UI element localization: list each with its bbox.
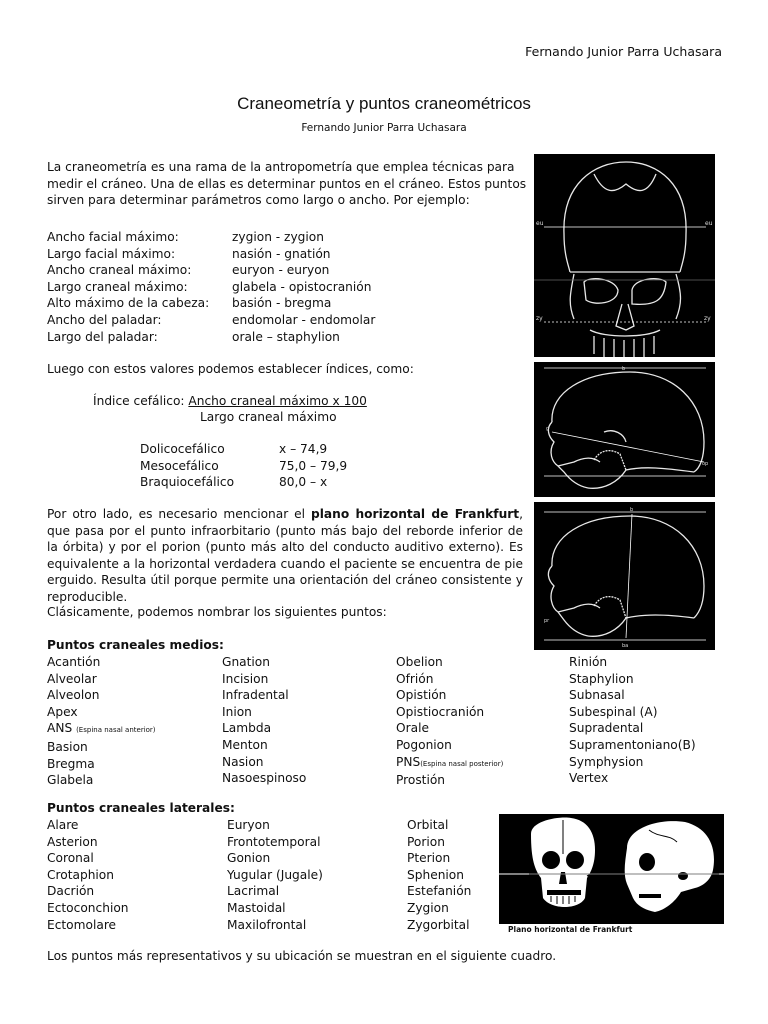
measure-value: glabela - opistocranión [232, 279, 372, 294]
point-item: Dacrión [47, 884, 95, 899]
point-item: Asterion [47, 834, 98, 849]
point-item: Vertex [569, 771, 609, 786]
point-item: Basion [47, 739, 88, 754]
lateral-skull-length-figure [534, 362, 715, 497]
point-item: Ofrión [396, 671, 434, 686]
pns-note: (Espina nasal posterior) [420, 759, 504, 768]
point-item: Subnasal [569, 688, 625, 703]
point-item: Inion [222, 704, 252, 719]
point-item: Subespinal (A) [569, 704, 658, 719]
eu-left-label: eu [536, 220, 544, 227]
frankfurt-paragraph [47, 506, 523, 606]
measures-list [47, 229, 209, 345]
measure-value: orale – staphylion [232, 329, 340, 344]
point-item: Supramentoniano(B) [569, 737, 696, 752]
point-item: Porion [407, 834, 445, 849]
measure-name: Ancho del paladar: [47, 312, 162, 327]
point-item: Frontotemporal [227, 834, 321, 849]
point-item: Euryon [227, 818, 270, 832]
measure-value: basión - bregma [232, 296, 332, 311]
point-item: Maxilofrontal [227, 917, 307, 932]
point-item: Apex [47, 704, 78, 719]
class-range: x – 74,9 [279, 442, 328, 456]
point-item: Alare [47, 818, 79, 832]
point-item: Ectoconchion [47, 900, 129, 915]
medial-column-3 [396, 654, 503, 789]
closing-sentence: Los puntos más representativos y su ubicación se muestran en el siguiente cuadro. [47, 949, 557, 963]
point-item: Gnation [222, 655, 270, 669]
point-item-ans [47, 720, 156, 739]
point-item: Symphysion [569, 754, 644, 769]
lateral-skull-height-drawing [534, 502, 715, 650]
point-item: Sphenion [407, 867, 464, 882]
pr-label: pr [544, 618, 550, 624]
document-title: Craneometría y puntos craneométricos [237, 94, 531, 113]
medial-column-4 [569, 654, 696, 787]
point-item: Ectomolare [47, 917, 117, 932]
point-item: Glabela [47, 773, 94, 788]
class-name: Braquiocefálico [140, 475, 235, 490]
ba-label: ba [622, 643, 629, 649]
cephalic-index-denominator: Largo craneal máximo [200, 410, 337, 424]
class-name: Dolicocefálico [140, 442, 225, 456]
point-item: Lacrimal [227, 884, 280, 899]
lateral-heading: Puntos craneales laterales: [47, 801, 235, 815]
point-item: Mastoidal [227, 900, 286, 915]
point-item: Estefanión [407, 884, 472, 899]
point-item-pns [396, 754, 503, 773]
point-item: Pogonion [396, 737, 452, 752]
measure-value: zygion - zygion [232, 230, 324, 244]
point-item: Supradental [569, 721, 644, 736]
classic-sentence: Clásicamente, podemos nombrar los siguientes puntos: [47, 605, 387, 619]
point-item: Zygion [407, 900, 449, 915]
point-item: Opistiocranión [396, 704, 485, 719]
zy-right-label: zy [704, 315, 711, 322]
class-range: 75,0 – 79,9 [279, 458, 348, 473]
cephalic-index-formula [93, 393, 367, 410]
lateral-column-2 [227, 817, 323, 933]
point-item: Staphylion [569, 671, 634, 686]
point-item: Opistión [396, 688, 447, 703]
measure-value: euryon - euryon [232, 263, 330, 278]
lateral-column-3 [407, 817, 471, 933]
measure-name: Largo del paladar: [47, 329, 158, 344]
point-item: Zygorbital [407, 917, 470, 932]
point-item: Gonion [227, 851, 271, 866]
op-label: op [702, 461, 709, 467]
point-item: Alveolar [47, 671, 97, 686]
lateral-skull-length-drawing [534, 362, 715, 497]
measure-name: Ancho craneal máximo: [47, 263, 192, 278]
frontal-skull-figure [534, 154, 715, 357]
zy-left-label: zy [536, 315, 543, 322]
eu-right-label: eu [705, 220, 713, 227]
frankfurt-pre: Por otro lado, es necesario mencionar el [47, 507, 312, 521]
point-item: Rinión [569, 655, 608, 669]
frankfurt-caption: Plano horizontal de Frankfurt [508, 925, 633, 934]
point-item: Incision [222, 671, 269, 686]
point-item: Orale [396, 721, 429, 736]
point-item: Acantión [47, 655, 101, 669]
cephalic-classes-ranges [279, 441, 347, 491]
measure-name: Alto máximo de la cabeza: [47, 296, 210, 311]
point-item: ANS [47, 721, 73, 736]
medial-column-1 [47, 654, 156, 789]
point-item: Lambda [222, 721, 272, 736]
class-name: Mesocefálico [140, 458, 219, 473]
point-item: Yugular (Jugale) [227, 867, 323, 882]
point-item: Infradental [222, 688, 289, 703]
class-range: 80,0 – x [279, 475, 328, 490]
g-label: g [546, 426, 550, 432]
cephalic-index-numerator: Ancho craneal máximo x 100 [188, 394, 367, 408]
point-item: Alveolon [47, 688, 100, 703]
b-label: b [622, 366, 626, 372]
cephalic-index-label: Índice cefálico: [93, 394, 189, 408]
frankfurt-post: , que pasa por el punto infraorbitario (punto más bajo del reborde inferior de la órbita) y por el porion (punto más alto del conducto auditivo externo). Es equivalente a la horizontal verdadera cuando el paciente se encuentra de pie erguido. Resulta útil porque permite una orientación del cráneo consistente y reproducible. [47, 507, 523, 604]
point-item: PNS [396, 754, 421, 769]
indices-intro: Luego con estos valores podemos establecer índices, como: [47, 362, 414, 376]
point-item: Crotaphion [47, 867, 114, 882]
ans-note: (Espina nasal anterior) [76, 726, 156, 735]
measure-value: nasión - gnatión [232, 246, 331, 261]
document-subtitle: Fernando Junior Parra Uchasara [301, 122, 467, 134]
bregma-label: b [630, 507, 634, 513]
point-item: Prostión [396, 773, 446, 788]
measure-name: Largo craneal máximo: [47, 279, 188, 294]
medial-heading: Puntos craneales medios: [47, 638, 224, 652]
cephalic-classes-names [140, 441, 234, 491]
point-item: Menton [222, 737, 268, 752]
point-item: Nasoespinoso [222, 771, 307, 786]
header-author: Fernando Junior Parra Uchasara [525, 44, 722, 59]
lateral-column-1 [47, 817, 129, 933]
measure-name: Ancho facial máximo: [47, 230, 179, 244]
intro-paragraph: La craneometría es una rama de la antropometría que emplea técnicas para medir el cráneo. Una de ellas es determinar puntos en el cráneo. Estos puntos sirven para determinar parámetros como largo o ancho. Por ejemplo: [47, 160, 527, 208]
measures-values [232, 229, 375, 345]
frankfurt-bold: plano horizontal de Frankfurt [311, 507, 520, 521]
point-item: Coronal [47, 851, 94, 866]
point-item: Pterion [407, 851, 451, 866]
point-item: Orbital [407, 818, 449, 832]
frankfurt-plane-drawing [499, 814, 724, 924]
medial-column-2 [222, 654, 306, 787]
frankfurt-plane-figure [499, 814, 724, 924]
frontal-skull-drawing [534, 154, 715, 357]
point-item: Obelion [396, 655, 443, 669]
lateral-skull-height-figure [534, 502, 715, 650]
point-item: Bregma [47, 756, 95, 771]
point-item: Nasion [222, 754, 264, 769]
measure-value: endomolar - endomolar [232, 312, 376, 327]
measure-name: Largo facial máximo: [47, 246, 176, 261]
